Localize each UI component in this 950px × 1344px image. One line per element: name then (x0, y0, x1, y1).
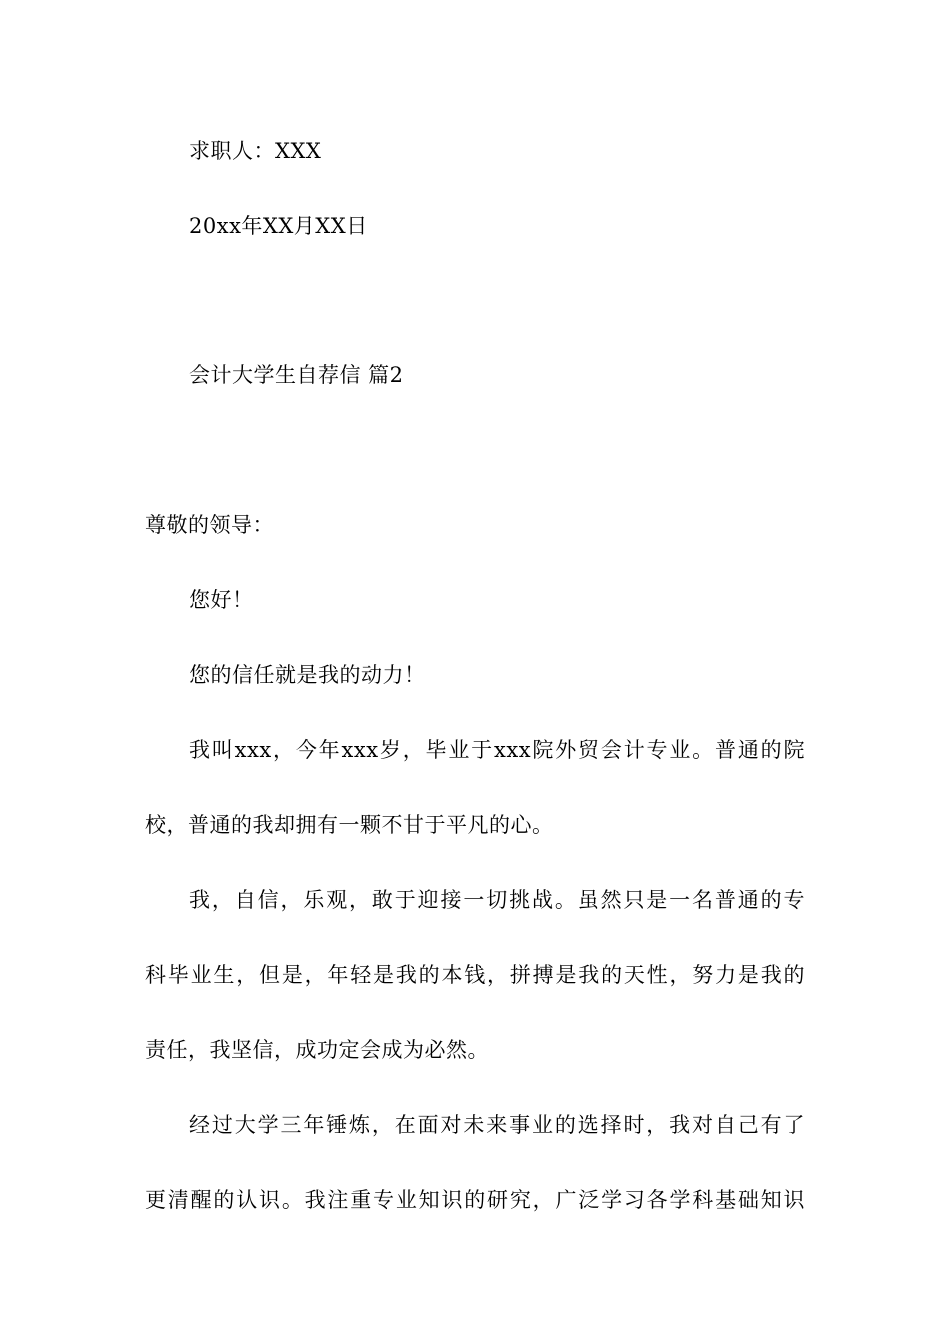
paragraph-line: 责任，我坚信，成功定会成为必然。 (145, 1038, 489, 1062)
greeting: 您好！ (189, 588, 254, 612)
paragraph-line: 更清醒的认识。我注重专业知识的研究，广泛学习各学科基础知识 (145, 1188, 805, 1212)
salutation: 尊敬的领导： (145, 513, 274, 537)
paragraph-line: 您的信任就是我的动力！ (189, 663, 426, 687)
applicant-signature: 求职人：XXX (189, 139, 322, 163)
paragraph-line: 我叫xxx，今年xxx岁，毕业于xxx院外贸会计专业。普通的院 (189, 738, 805, 762)
paragraph-line: 校，普通的我却拥有一颗不甘于平凡的心。 (145, 813, 554, 837)
paragraph-line: 经过大学三年锤炼，在面对未来事业的选择时，我对自己有了 (189, 1113, 805, 1137)
section-title: 会计大学生自荐信 篇2 (189, 363, 404, 387)
signature-date: 20xx年XX月XX日 (189, 214, 368, 238)
paragraph-line: 科毕业生，但是，年轻是我的本钱，拼搏是我的天性，努力是我的 (145, 963, 805, 987)
paragraph-line: 我，自信，乐观，敢于迎接一切挑战。虽然只是一名普通的专 (189, 888, 805, 912)
